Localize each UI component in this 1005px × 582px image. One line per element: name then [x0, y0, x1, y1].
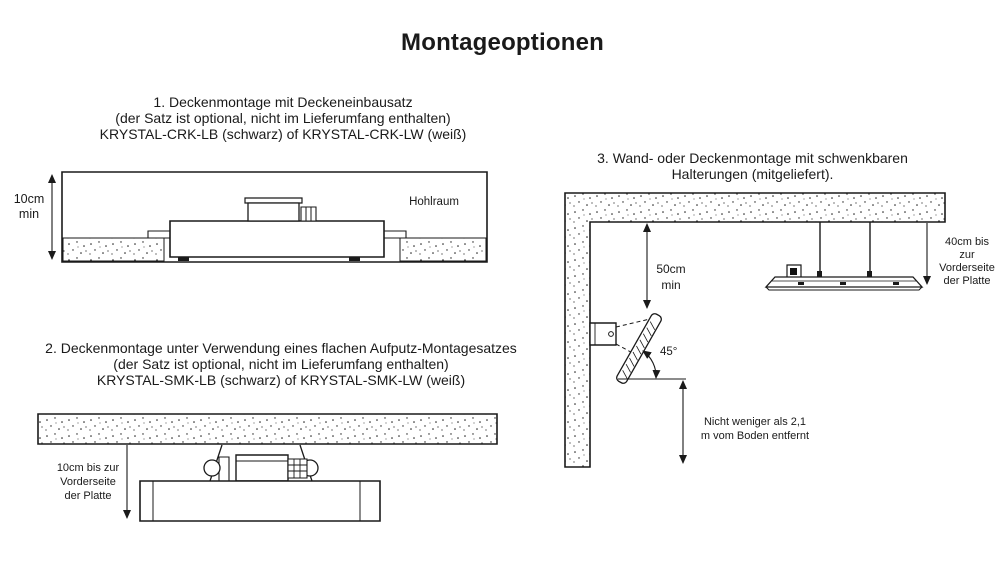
ceiling-slab	[38, 414, 497, 444]
suspended-heater	[766, 222, 927, 290]
heater-foot-right	[349, 257, 360, 261]
option1-caption	[60, 94, 506, 142]
wall-mounted-heater	[590, 312, 686, 463]
option2-caption-line1: 2. Deckenmontage unter Verwendung eines flachen Aufputz-Montagesatzes	[45, 340, 517, 356]
page-title: Montageoptionen	[401, 29, 604, 56]
option2-caption	[30, 340, 532, 388]
option3-caption-line2: Halterungen (mitgeliefert).	[671, 166, 834, 182]
option2-front-distance-label	[46, 461, 130, 503]
option2-caption-line3: KRYSTAL-SMK-LB (schwarz) of KRYSTAL-SMK-LW (weiß)	[96, 372, 466, 388]
option1-caption-line2: (der Satz ist optional, nicht im Lieferumfang enthalten)	[115, 110, 451, 126]
min-depth-line2: min	[18, 207, 40, 221]
option3-caption	[565, 150, 940, 182]
knob-right	[288, 459, 318, 478]
front-distance-line3: der Platte	[64, 490, 112, 502]
power-box	[787, 265, 801, 278]
junction-box	[248, 203, 299, 221]
front-distance3-line4: der Platte	[943, 275, 991, 287]
heater-body	[170, 221, 384, 257]
option1-min-depth-label	[8, 192, 50, 222]
floor-clearance-line1: Nicht weniger als 2,1	[703, 416, 807, 428]
option2-caption-line2: (der Satz ist optional, nicht im Lieferumfang enthalten)	[113, 356, 449, 372]
tilt-angle-arc	[643, 351, 656, 378]
option3-caption-line1: 3. Wand- oder Deckenmontage mit schwenkbaren	[597, 150, 908, 166]
front-distance3-line3: Vorderseite	[939, 262, 995, 274]
bracket-bail	[236, 455, 288, 481]
option1-caption-line3: KRYSTAL-CRK-LB (schwarz) of KRYSTAL-CRK-LW (weiß)	[99, 126, 467, 142]
option3-front-distance-label	[931, 236, 1003, 288]
option1-caption-line1: 1. Deckenmontage mit Deckeneinbausatz	[153, 94, 413, 110]
heater-foot-left	[178, 257, 189, 261]
ceiling-clearance-line1: 50cm	[656, 262, 686, 276]
option3-ceiling-clearance-label	[649, 261, 693, 293]
knob-left	[204, 457, 229, 481]
front-distance3-line1: 40cm bis	[944, 236, 990, 248]
min-depth-line1: 10cm	[13, 192, 45, 206]
ceiling-band-left	[63, 238, 164, 261]
ceiling-clearance-line2: min	[661, 278, 681, 292]
junction-box-lid	[245, 198, 302, 203]
front-distance-line2: Vorderseite	[60, 476, 116, 488]
swivel-bracket	[590, 323, 616, 345]
option3-floor-clearance-label	[699, 416, 811, 443]
cable-connector	[301, 207, 316, 221]
heater-body-2	[140, 481, 380, 521]
front-distance-line1: 10cm bis zur	[56, 462, 120, 474]
ceiling-band-right	[400, 238, 486, 261]
option1-cavity-label: Hohlraum	[409, 196, 459, 208]
diagram-recessed-mount	[52, 172, 487, 262]
option3-tilt-angle-label: 45°	[660, 346, 678, 358]
floor-clearance-line2: m vom Boden entfernt	[700, 429, 810, 442]
front-distance3-line2: zur	[959, 249, 975, 261]
